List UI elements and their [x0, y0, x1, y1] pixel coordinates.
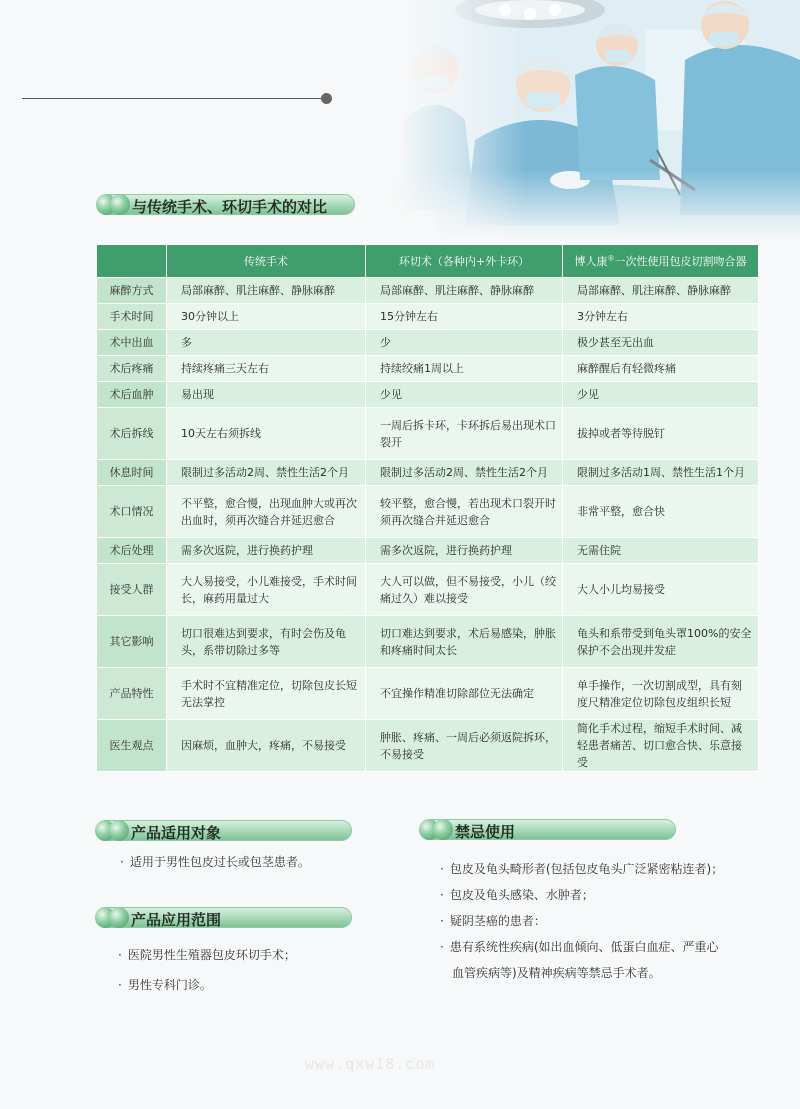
bullet-ball-icon — [109, 907, 129, 928]
table-row — [97, 460, 759, 486]
comparison-table-body — [97, 278, 759, 772]
cell-stapler: 非常平整，愈合快 — [563, 486, 759, 538]
row-label: 医生观点 — [97, 720, 167, 772]
header-stapler-brand: 博人康 — [574, 255, 608, 268]
cell-stapler: 局部麻醉、肌注麻醉、静脉麻醉 — [563, 278, 759, 304]
cell-ring: 不宜操作精准切除部位无法确定 — [366, 668, 563, 720]
cell-ring: 15分钟左右 — [366, 304, 563, 330]
table-row — [97, 356, 759, 382]
cell-stapler: 麻醉醒后有轻微疼痛 — [563, 356, 759, 382]
hero-fade-bottom — [395, 170, 800, 240]
cell-stapler: 少见 — [563, 382, 759, 408]
row-label: 休息时间 — [97, 460, 167, 486]
cell-stapler: 单手操作，一次切割成型，具有刻度尺精准定位切除包皮组织长短 — [563, 668, 759, 720]
row-label: 术后处理 — [97, 538, 167, 564]
bullet-ball-icon — [109, 820, 129, 841]
cell-traditional: 30分钟以上 — [167, 304, 366, 330]
application-title: 产品应用范围 — [131, 911, 222, 929]
cell-ring: 少 — [366, 330, 563, 356]
cell-stapler: 3分钟左右 — [563, 304, 759, 330]
cell-traditional: 切口很难达到要求，有时会伤及龟头，系带切除过多等 — [167, 616, 366, 668]
list-item: · 包皮及龟头感染、水肿者； — [440, 882, 723, 908]
header-stapler-desc: 一次性使用包皮切割吻合器 — [614, 255, 747, 268]
cell-traditional: 大人易接受，小儿难接受，手术时间长，麻药用量过大 — [167, 564, 366, 616]
top-divider-dot — [321, 93, 332, 104]
cell-ring: 局部麻醉、肌注麻醉、静脉麻醉 — [366, 278, 563, 304]
cell-ring: 需多次返院，进行换药护理 — [366, 538, 563, 564]
table-row — [97, 720, 759, 772]
cell-ring: 少见 — [366, 382, 563, 408]
table-row — [97, 564, 759, 616]
row-label: 产品特性 — [97, 668, 167, 720]
list-item: · 疑阴茎癌的患者： — [440, 908, 723, 934]
table-row — [97, 616, 759, 668]
cell-traditional: 多 — [167, 330, 366, 356]
suitable-title-pill — [96, 820, 352, 841]
comparison-title: 与传统手术、环切手术的对比 — [132, 198, 328, 216]
cell-traditional: 需多次返院，进行换药护理 — [167, 538, 366, 564]
list-item: · 适用于男性包皮过长或包茎患者。 — [120, 850, 310, 874]
table-header-row — [97, 245, 759, 278]
table-row — [97, 538, 759, 564]
cell-ring: 一周后拆卡环，卡环拆后易出现术口裂开 — [366, 408, 563, 460]
cell-traditional: 10天左右须拆线 — [167, 408, 366, 460]
table-row — [97, 304, 759, 330]
surgery-photo — [395, 0, 800, 240]
table-row — [97, 668, 759, 720]
suitable-list — [120, 850, 310, 874]
cell-traditional: 因麻烦，血肿大，疼痛，不易接受 — [167, 720, 366, 772]
comparison-title-pill — [97, 194, 355, 215]
cell-traditional: 持续疼痛三天左右 — [167, 356, 366, 382]
cell-stapler: 限制过多活动1周、禁性生活1个月 — [563, 460, 759, 486]
cell-stapler: 拔掉或者等待脱钉 — [563, 408, 759, 460]
row-label: 手术时间 — [97, 304, 167, 330]
row-label: 术后疼痛 — [97, 356, 167, 382]
row-label: 术后拆线 — [97, 408, 167, 460]
header-stapler — [563, 245, 759, 278]
cell-stapler: 龟头和系带受到龟头罩100%的安全保护不会出现并发症 — [563, 616, 759, 668]
list-item: · 包皮及龟头畸形者(包括包皮龟头广泛紧密粘连者)； — [440, 856, 723, 882]
row-label: 术口情况 — [97, 486, 167, 538]
cell-stapler: 无需住院 — [563, 538, 759, 564]
cell-traditional: 手术时不宜精准定位，切除包皮长短无法掌控 — [167, 668, 366, 720]
list-item: · 男性专科门诊。 — [118, 970, 296, 1000]
cell-traditional: 限制过多活动2周、禁性生活2个月 — [167, 460, 366, 486]
table-row — [97, 330, 759, 356]
watermark-text: www.qxw18.com — [305, 1055, 436, 1073]
application-title-pill — [96, 907, 352, 928]
contraindications-title-pill — [420, 819, 676, 840]
cell-ring: 切口难达到要求，术后易感染，肿胀和疼痛时间太长 — [366, 616, 563, 668]
bullet-ball-icon — [433, 819, 453, 840]
bullet-ball-icon — [110, 194, 130, 215]
cell-ring: 限制过多活动2周、禁性生活2个月 — [366, 460, 563, 486]
header-ring: 环切术（各种内+外卡环） — [366, 245, 563, 278]
cell-ring: 较平整，愈合慢，若出现术口裂开时须再次缝合并延迟愈合 — [366, 486, 563, 538]
cell-stapler: 大人小儿均易接受 — [563, 564, 759, 616]
cell-traditional: 局部麻醉、肌注麻醉、静脉麻醉 — [167, 278, 366, 304]
comparison-table — [96, 244, 759, 772]
top-divider-line — [22, 98, 322, 99]
row-label: 麻醉方式 — [97, 278, 167, 304]
header-traditional: 传统手术 — [167, 245, 366, 278]
suitable-title: 产品适用对象 — [131, 824, 222, 842]
cell-traditional: 易出现 — [167, 382, 366, 408]
cell-stapler: 简化手术过程，缩短手术时间、减轻患者痛苦、切口愈合快、乐意接受 — [563, 720, 759, 772]
row-label: 术后血肿 — [97, 382, 167, 408]
contraindications-list — [440, 856, 723, 986]
table-row — [97, 486, 759, 538]
row-label: 其它影响 — [97, 616, 167, 668]
row-label: 接受人群 — [97, 564, 167, 616]
contraindications-title: 禁忌使用 — [455, 823, 516, 841]
list-item: · 医院男性生殖器包皮环切手术； — [118, 940, 296, 970]
table-row — [97, 382, 759, 408]
row-label: 术中出血 — [97, 330, 167, 356]
list-item: · 患有系统性疾病(如出血倾向、低蛋白血症、严重心 — [440, 934, 723, 960]
cell-stapler: 极少甚至无出血 — [563, 330, 759, 356]
registered-mark-icon: ® — [607, 254, 615, 263]
cell-traditional: 不平整，愈合慢，出现血肿大或再次出血时，须再次缝合并延迟愈合 — [167, 486, 366, 538]
cell-ring: 大人可以做，但不易接受，小儿（绞痛过久）难以接受 — [366, 564, 563, 616]
cell-ring: 肿胀、疼痛、一周后必须返院拆环，不易接受 — [366, 720, 563, 772]
cell-ring: 持续绞痛1周以上 — [366, 356, 563, 382]
table-row — [97, 408, 759, 460]
header-corner — [97, 245, 167, 278]
table-row — [97, 278, 759, 304]
application-list — [118, 940, 296, 1000]
list-item-continuation: 血管疾病等)及精神疾病等禁忌手术者。 — [452, 966, 661, 980]
